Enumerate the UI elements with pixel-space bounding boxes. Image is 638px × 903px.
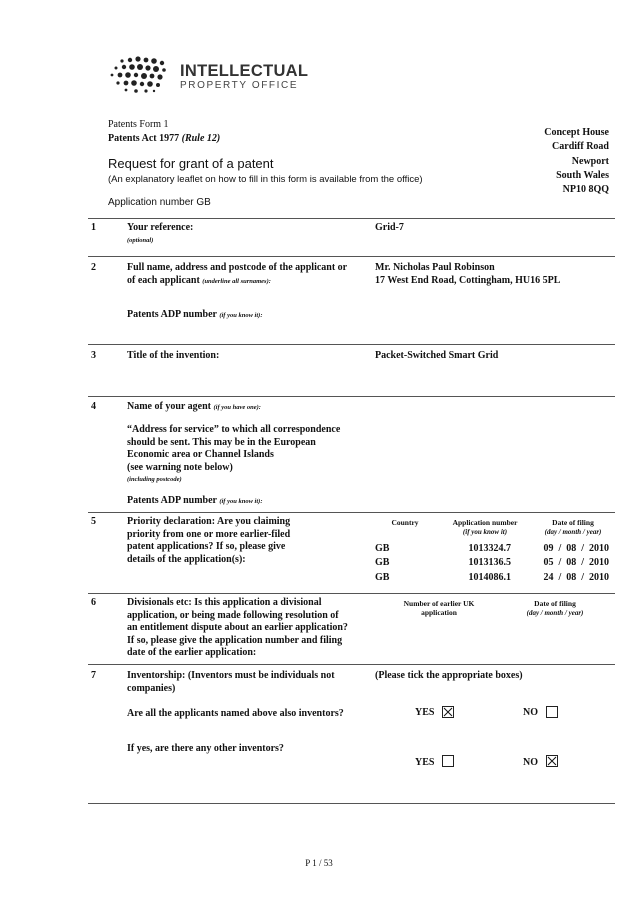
address-line: South Wales xyxy=(556,169,609,181)
earlier-date-text: Date of filing xyxy=(534,599,576,608)
page-subtitle: (An explanatory leaflet on how to fill in this form is available from the office) xyxy=(108,174,423,185)
section-2-label xyxy=(127,262,347,288)
priority-number[interactable]: 1013136.5 xyxy=(468,557,511,568)
priority-declaration-label xyxy=(127,516,290,566)
logo-text-line2: PROPERTY OFFICE xyxy=(180,80,299,91)
service-line: should be sent. This may be in the European xyxy=(127,436,316,448)
applicant-label-line2 xyxy=(127,275,347,289)
applicant-address: 17 West End Road, Cottingham, HU16 5PL xyxy=(375,274,561,286)
section-4-number: 4 xyxy=(91,401,96,412)
checked-cross-icon xyxy=(443,707,453,717)
col-appno-header xyxy=(440,518,530,536)
priority-date[interactable]: 24 / 08 / 2010 xyxy=(543,572,609,583)
divisionals-label xyxy=(127,597,348,660)
priority-number[interactable]: 1013324.7 xyxy=(468,543,511,554)
title-of-invention-value[interactable]: Packet-Switched Smart Grid xyxy=(375,350,499,361)
service-line: Economic area or Channel Islands xyxy=(127,449,274,460)
reference-note: (optional) xyxy=(127,236,154,244)
application-number-label: Application number GB xyxy=(108,197,211,208)
divisionals-line: Divisionals etc: Is this application a divisional xyxy=(127,597,322,608)
agent-note: (if you have one): xyxy=(213,404,261,411)
priority-date[interactable]: 05 / 08 / 2010 xyxy=(543,557,609,568)
applicant-name: Mr. Nicholas Paul Robinson xyxy=(375,262,495,273)
section-divider xyxy=(88,664,615,665)
earlier-number-line2: application xyxy=(421,608,457,617)
agent-label-text: Name of your agent xyxy=(127,401,211,412)
priority-line: Priority declaration: Are you claiming xyxy=(127,516,291,527)
appno-header-note: (if you know it) xyxy=(462,528,508,536)
service-line: “Address for service” to which all correspondence xyxy=(127,424,341,435)
inventorship-line1: Inventorship: (Inventors must be individuals not xyxy=(127,670,335,681)
divisionals-line: application, or being made following resolution of xyxy=(127,609,339,621)
divisionals-line: If so, please give the application number and filing xyxy=(127,634,343,646)
date-header-text: Date of filing xyxy=(552,518,594,527)
q2-no-checkbox[interactable] xyxy=(546,755,558,767)
reference-value[interactable]: Grid-7 xyxy=(375,222,404,233)
agent-label xyxy=(127,401,261,415)
section-divider xyxy=(88,344,615,345)
postcode-note: (including postcode) xyxy=(127,476,182,483)
divisionals-line: date of the earlier application: xyxy=(127,647,257,658)
earlier-number-line1: Number of earlier UK xyxy=(403,599,475,608)
q1-no-label: NO xyxy=(523,707,538,718)
q2-no-label: NO xyxy=(523,757,538,768)
ipo-logo-mark xyxy=(108,55,168,95)
inventorship-line2: companies) xyxy=(127,682,176,694)
tick-instruction: (Please tick the appropriate boxes) xyxy=(375,670,523,681)
adp-label: Patents ADP number xyxy=(127,495,217,506)
form-name: Patents Form 1 xyxy=(108,119,169,130)
logo-text-line1: INTELLECTUAL xyxy=(180,62,309,80)
priority-line: priority from one or more earlier-filed xyxy=(127,528,291,540)
applicant-label-text: of each applicant xyxy=(127,274,200,286)
priority-line: details of the application(s): xyxy=(127,553,246,565)
question-1: Are all the applicants named above also inventors? xyxy=(127,708,344,719)
adp-note: (if you know it): xyxy=(219,312,263,319)
col-earlier-date-header xyxy=(515,599,595,617)
section-3-number: 3 xyxy=(91,350,96,361)
earlier-date-note: (day / month / year) xyxy=(526,609,584,617)
col-date-header xyxy=(533,518,613,536)
priority-date[interactable]: 09 / 08 / 2010 xyxy=(543,543,609,554)
address-for-service xyxy=(127,424,340,487)
section-5-number: 5 xyxy=(91,516,96,527)
adp-label: Patents ADP number xyxy=(127,309,217,320)
date-header-note: (day / month / year) xyxy=(544,528,602,536)
section-divider xyxy=(88,256,615,257)
appno-header-text: Application number xyxy=(452,518,518,527)
applicant-adp xyxy=(127,309,262,323)
priority-country[interactable]: GB xyxy=(375,543,390,554)
priority-country[interactable]: GB xyxy=(375,572,390,583)
office-address xyxy=(489,126,609,196)
service-line: (see warning note below) xyxy=(127,461,233,473)
act-rule: (Rule 12) xyxy=(181,133,221,144)
divisionals-line: an entitlement dispute about an earlier application? xyxy=(127,622,348,633)
section-divider xyxy=(88,803,615,804)
applicant-value[interactable] xyxy=(375,262,560,287)
section-divider xyxy=(88,512,615,513)
section-divider xyxy=(88,593,615,594)
priority-line: patent applications? If so, please give xyxy=(127,541,286,552)
section-1-number: 1 xyxy=(91,222,96,233)
question-2: If yes, are there any other inventors? xyxy=(127,743,284,754)
col-country-header: Country xyxy=(391,518,419,527)
act-name: Patents Act 1977 xyxy=(108,133,180,144)
reference-label: Your reference: xyxy=(127,222,194,233)
address-line: Concept House xyxy=(544,127,609,138)
address-line: NP10 8QQ xyxy=(562,184,609,196)
agent-adp xyxy=(127,495,262,509)
q1-yes-checkbox[interactable] xyxy=(442,706,454,718)
applicant-note: (underline all surnames): xyxy=(202,277,271,285)
checked-cross-icon xyxy=(547,756,557,766)
section-divider xyxy=(88,396,615,397)
section-divider xyxy=(88,218,615,219)
q2-yes-checkbox[interactable] xyxy=(442,755,454,767)
q1-no-checkbox[interactable] xyxy=(546,706,558,718)
priority-number[interactable]: 1014086.1 xyxy=(468,572,511,583)
section-6-number: 6 xyxy=(91,597,96,608)
q1-yes-label: YES xyxy=(415,707,435,718)
section-7-number: 7 xyxy=(91,670,96,681)
form-act xyxy=(108,133,220,144)
adp-note: (if you know it): xyxy=(219,498,263,505)
applicant-label-line1: Full name, address and postcode of the applicant or xyxy=(127,262,348,273)
address-line: Newport xyxy=(571,155,609,167)
page-title: Request for grant of a patent xyxy=(108,156,274,171)
q2-yes-label: YES xyxy=(415,757,435,768)
address-line: Cardiff Road xyxy=(552,141,609,153)
priority-country[interactable]: GB xyxy=(375,557,390,568)
section-2-number: 2 xyxy=(91,262,96,273)
section-1-label xyxy=(127,222,193,247)
inventorship-label xyxy=(127,670,335,695)
page-number: P 1 / 53 xyxy=(305,858,333,868)
title-of-invention-label: Title of the invention: xyxy=(127,350,220,361)
col-earlier-number-header xyxy=(384,599,494,617)
